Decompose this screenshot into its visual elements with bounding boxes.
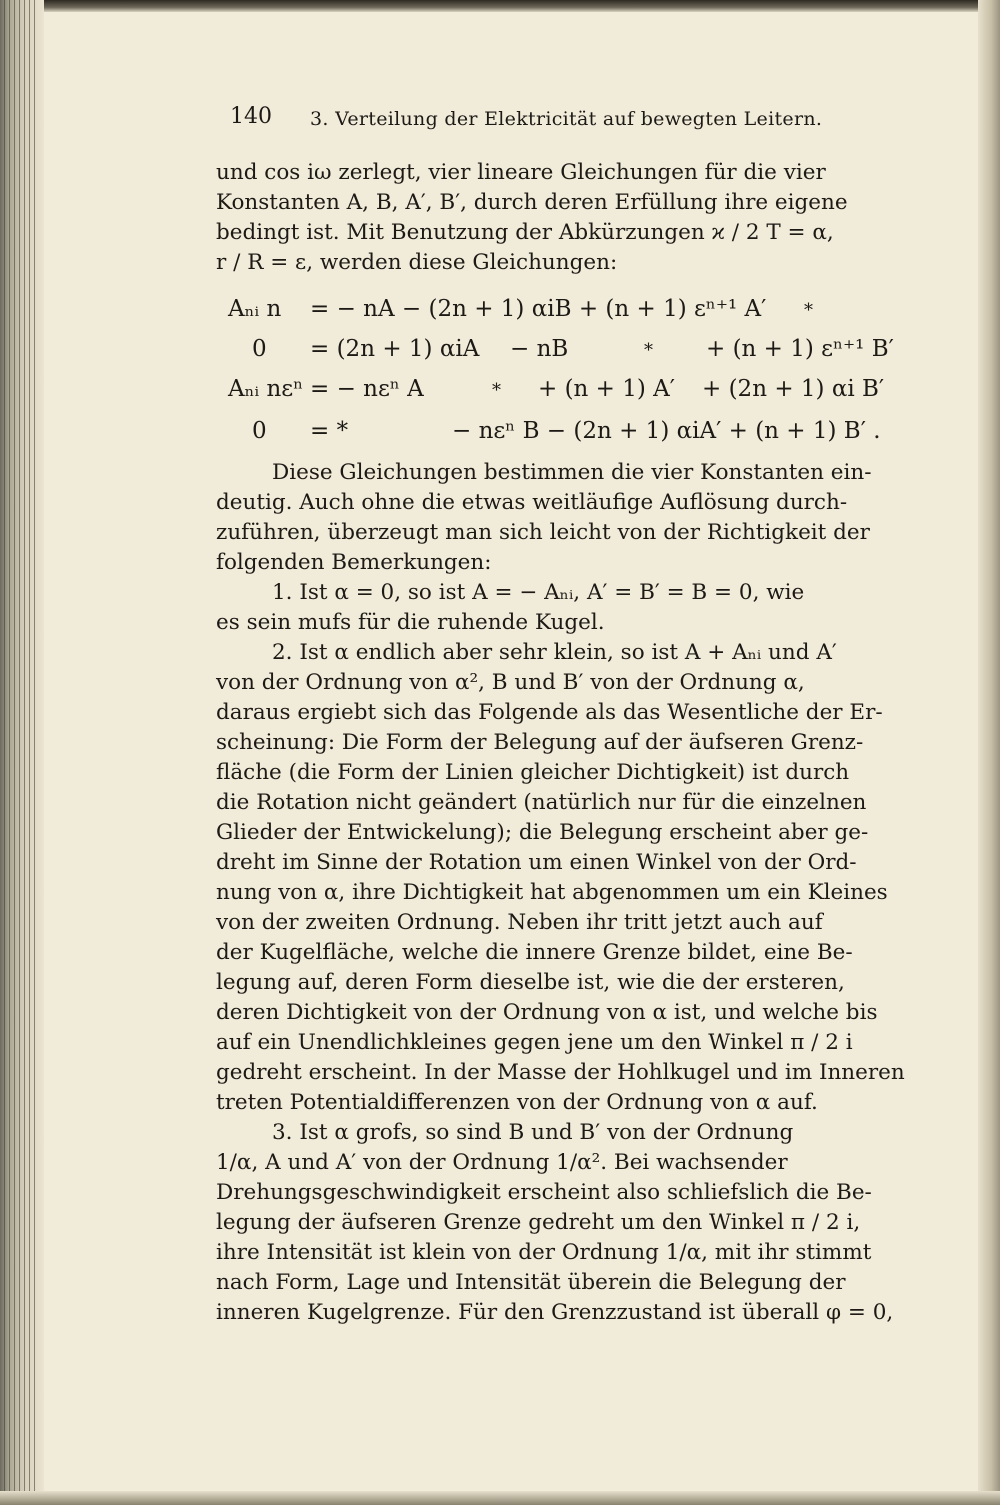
eq2-term-3: + (n + 1) εⁿ⁺¹ B′	[706, 336, 894, 362]
text-line: daraus ergiebt sich das Folgende als das Wesentliche der Er-	[216, 700, 883, 725]
page-header	[230, 104, 910, 144]
text-line: es sein mufs für die ruhende Kugel.	[216, 610, 605, 635]
eq3-term-2: + (n + 1) A′	[538, 376, 676, 402]
text-line: 1/α, A und A′ von der Ordnung 1/α². Bei wachsender	[216, 1150, 788, 1175]
text-line: 3. Ist α grofs, so sind B und B′ von der Ordnung	[272, 1120, 794, 1145]
text-line: legung auf, deren Form dieselbe ist, wie die der ersteren,	[216, 970, 845, 995]
text-line: ihre Intensität ist klein von der Ordnung 1/α, mit ihr stimmt	[216, 1240, 872, 1265]
text-line: Diese Gleichungen bestimmen die vier Konstanten ein-	[272, 460, 872, 485]
text-line: gedreht erscheint. In der Masse der Hohlkugel und im Inneren	[216, 1060, 905, 1085]
text-line: Glieder der Entwickelung); die Belegung erscheint aber ge-	[216, 820, 869, 845]
eq4-term-1: = *	[310, 418, 349, 444]
text-line: treten Potentialdifferenzen von der Ordnung von α auf.	[216, 1090, 818, 1115]
page-number: 140	[230, 104, 272, 129]
eq3-term-1: = − nεⁿ A	[310, 376, 424, 402]
text-line: nung von α, ihre Dichtigkeit hat abgenommen um ein Kleines	[216, 880, 888, 905]
text-line: der Kugelfläche, welche die innere Grenze bildet, eine Be-	[216, 940, 853, 965]
text-line: bedingt ist. Mit Benutzung der Abkürzungen ϰ / 2 T = α,	[216, 220, 834, 245]
text-line: Drehungsgeschwindigkeit erscheint also schliefslich die Be-	[216, 1180, 872, 1205]
page-right-edge	[978, 0, 1000, 1505]
text-line: Konstanten A, B, A′, B′, durch deren Erfüllung ihre eigene	[216, 190, 848, 215]
text-line: 1. Ist α = 0, so ist A = − Aₙᵢ, A′ = B′ = B = 0, wie	[272, 580, 805, 605]
text-line: zuführen, überzeugt man sich leicht von der Richtigkeit der	[216, 520, 870, 545]
running-title: 3. Verteilung der Elektricität auf bewegten Leitern.	[310, 108, 823, 130]
text-line: und cos iω zerlegt, vier lineare Gleichungen für die vier	[216, 160, 826, 185]
eq2-star: *	[644, 340, 653, 361]
text-line: 2. Ist α endlich aber sehr klein, so ist A + Aₙᵢ und A′	[272, 640, 837, 665]
eq1-star: *	[804, 300, 813, 321]
text-line: von der zweiten Ordnung. Neben ihr tritt jetzt auch auf	[216, 910, 823, 935]
eq2-term-2: − nB	[510, 336, 569, 362]
eq3-lhs: Aₙᵢ nεⁿ	[228, 376, 304, 402]
text-line: auf ein Unendlichkleines gegen jene um den Winkel π / 2 i	[216, 1030, 853, 1055]
eq2-term-1: = (2n + 1) αiA	[310, 336, 480, 362]
text-line: inneren Kugelgrenze. Für den Grenzzustand ist überall φ = 0,	[216, 1300, 894, 1325]
eq2-lhs: 0	[252, 336, 267, 362]
text-line: dreht im Sinne der Rotation um einen Winkel von der Ord-	[216, 850, 857, 875]
text-line: von der Ordnung von α², B und B′ von der Ordnung α,	[216, 670, 805, 695]
text-line: legung der äufseren Grenze gedreht um den Winkel π / 2 i,	[216, 1210, 861, 1235]
text-line: r / R = ε, werden diese Gleichungen:	[216, 250, 618, 275]
text-line: deren Dichtigkeit von der Ordnung von α ist, und welche bis	[216, 1000, 878, 1025]
text-line: die Rotation nicht geändert (natürlich nur für die einzelnen	[216, 790, 867, 815]
eq4-lhs: 0	[252, 418, 267, 444]
text-line: nach Form, Lage und Intensität überein die Belegung der	[216, 1270, 846, 1295]
equation-4	[220, 404, 910, 462]
intro-paragraph	[216, 158, 910, 278]
eq1-rhs: = − nA − (2n + 1) αiB + (n + 1) εⁿ⁺¹ A′	[310, 296, 767, 322]
eq3-star: *	[492, 380, 501, 401]
text-line: scheinung: Die Form der Belegung auf der äufseren Grenz-	[216, 730, 864, 755]
text-line: deutig. Auch ohne die etwas weitläufige Auflösung durch-	[216, 490, 848, 515]
eq4-term-2: − nεⁿ B − (2n + 1) αiA′ + (n + 1) B′ .	[452, 418, 881, 444]
page-bottom-edge	[0, 1491, 1000, 1505]
eq3-term-3: + (2n + 1) αi B′	[702, 376, 885, 402]
text-line: folgenden Bemerkungen:	[216, 550, 492, 575]
page-stack-edges	[4, 0, 38, 1505]
body-text	[216, 458, 910, 1328]
text-line: fläche (die Form der Linien gleicher Dichtigkeit) ist durch	[216, 760, 850, 785]
eq1-lhs: Aₙᵢ n	[228, 296, 282, 322]
page-top-edge	[0, 0, 1000, 12]
